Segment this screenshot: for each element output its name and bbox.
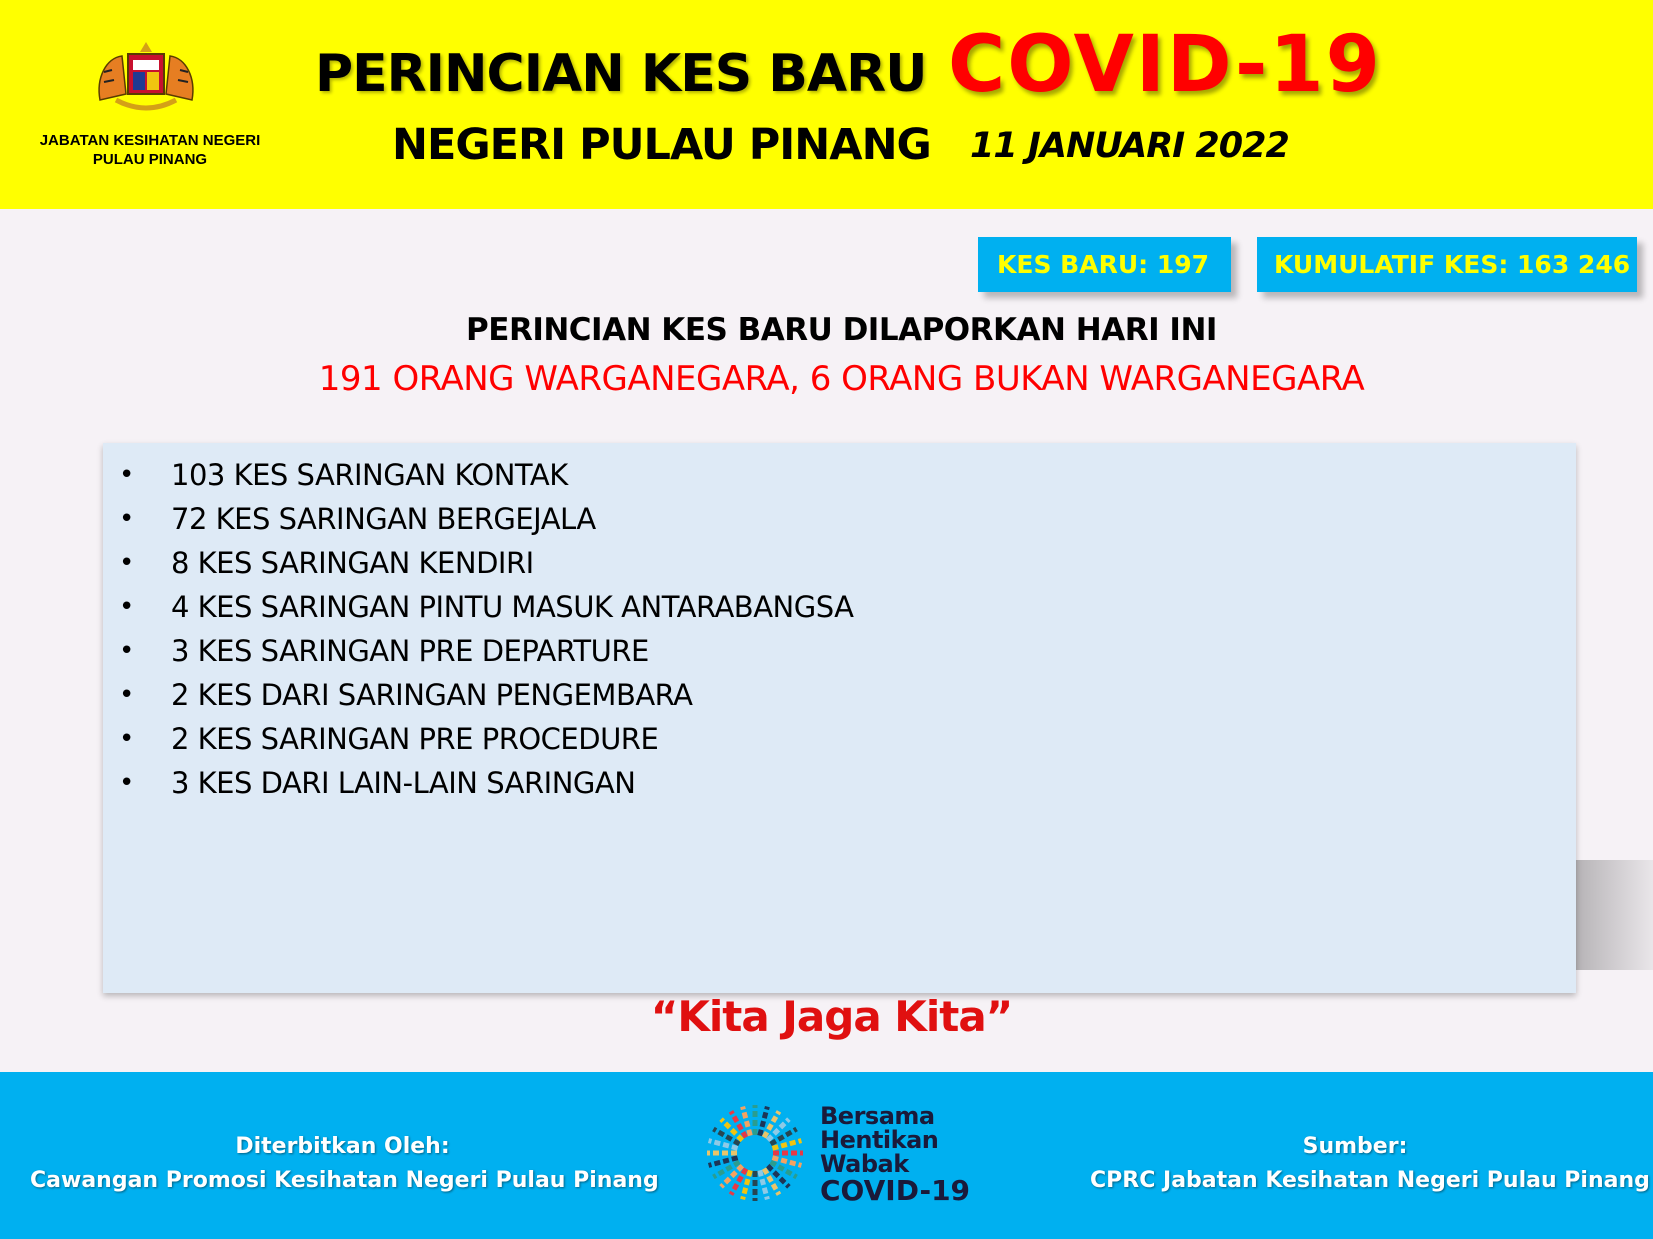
burst-ray [743,1170,751,1199]
published-by-label: Diterbitkan Oleh: [235,1134,450,1159]
section-title: PERINCIAN KES BARU DILAPORKAN HARI INI [466,312,1217,348]
bullet-icon: • [119,636,134,666]
coat-of-arms-logo [86,38,206,118]
covid-title: COVID-19 [948,20,1382,110]
list-item-text: 2 KES SARINGAN PRE PROCEDURE [171,722,659,756]
bullet-icon: • [119,460,134,490]
burst-ray [760,1107,768,1136]
list-item [103,629,854,673]
list-item-text: 103 KES SARINGAN KONTAK [171,458,568,492]
list-item-text: 2 KES DARI SARINGAN PENGEMBARA [171,678,693,712]
state-name: NEGERI PULAU PINANG [392,120,931,170]
header-banner [0,0,1653,209]
campaign-line: Hentikan [820,1126,939,1154]
campaign-line: COVID-19 [820,1174,971,1207]
bullet-icon: • [119,548,134,578]
list-item [103,497,854,541]
list-item [103,673,854,717]
bullet-icon: • [119,724,134,754]
source-label: Sumber: [1302,1134,1408,1159]
burst-ray [772,1141,801,1149]
published-by-value: Cawangan Promosi Kesihatan Negeri Pulau Pinang [30,1168,659,1193]
source-value: CPRC Jabatan Kesihatan Negeri Pulau Pinang [1090,1168,1650,1193]
burst-ray [760,1170,768,1199]
list-item-text: 4 KES SARINGAN PINTU MASUK ANTARABANGSA [171,590,854,624]
campaign-line: Bersama [820,1102,935,1130]
list-item [103,761,854,805]
list-item-text: 8 KES SARINGAN KENDIRI [171,546,534,580]
slogan: “Kita Jaga Kita” [650,992,1013,1041]
new-cases-badge: KES BARU: 197 [978,237,1231,292]
breakdown-panel [103,443,1576,993]
cumulative-cases-badge: KUMULATIF KES: 163 246 [1257,237,1637,292]
burst-ray [743,1107,751,1136]
list-item [103,453,854,497]
list-item [103,717,854,761]
department-name: JABATAN KESIHATAN NEGERI PULAU PINANG [39,132,261,168]
list-item [103,585,854,629]
bullet-icon: • [119,768,134,798]
report-date: 11 JANUARI 2022 [970,126,1289,166]
citizenship-summary: 191 ORANG WARGANEGARA, 6 ORANG BUKAN WARGANEGARA [318,359,1365,399]
bullet-icon: • [119,680,134,710]
bullet-icon: • [119,504,134,534]
burst-ray [709,1158,738,1166]
campaign-slogan [820,1104,970,1206]
list-item-text: 3 KES SARINGAN PRE DEPARTURE [171,634,649,668]
campaign-burst-icon [700,1098,810,1208]
list-item-text: 3 KES DARI LAIN-LAIN SARINGAN [171,766,636,800]
list-item-text: 72 KES SARINGAN BERGEJALA [171,502,596,536]
burst-ray [772,1158,801,1166]
breakdown-list [103,453,854,805]
page-title: PERINCIAN KES BARU [315,44,927,104]
burst-ray [709,1141,738,1149]
campaign-line: Wabak [820,1150,909,1178]
bullet-icon: • [119,592,134,622]
list-item [103,541,854,585]
